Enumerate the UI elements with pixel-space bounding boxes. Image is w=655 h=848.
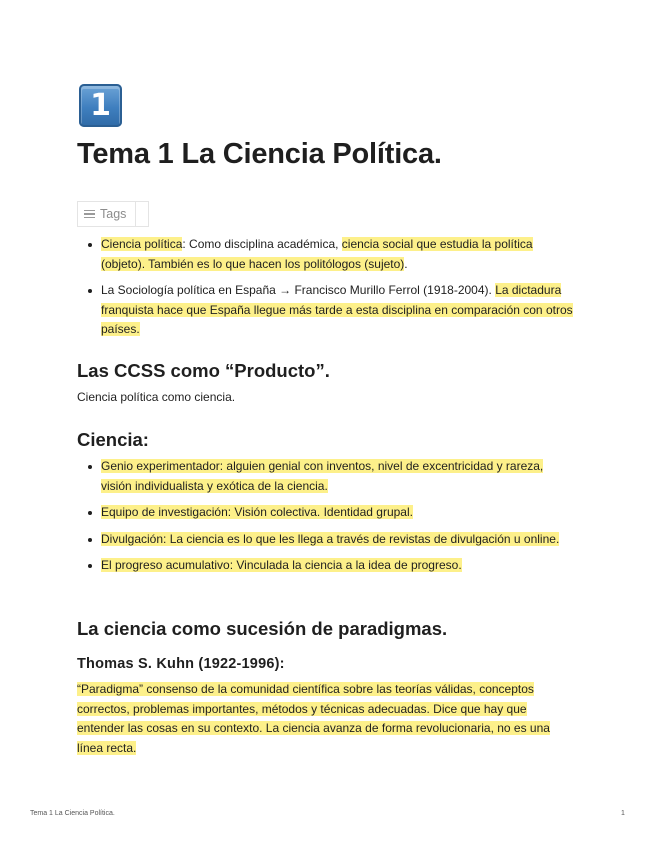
tags-label: Tags xyxy=(100,207,127,221)
footer-page-number: 1 xyxy=(621,810,625,817)
highlighted-text: ciencia social que estudia la política (objeto). También es lo que hacen los politólogos (sujeto) xyxy=(101,237,533,271)
plain-text: : Como disciplina académica, xyxy=(182,237,342,251)
highlighted-text: El progreso acumulativo: Vinculada la ciencia a la idea de progreso. xyxy=(101,558,462,572)
plain-text: . xyxy=(404,256,408,271)
heading-kuhn: Thomas S. Kuhn (1922-1996): xyxy=(77,656,285,672)
heading-ciencia: Ciencia: xyxy=(77,429,149,450)
highlighted-text: Divulgación: La ciencia es lo que les llega a través de revistas de divulgación u online. xyxy=(101,531,560,546)
list-item xyxy=(77,503,577,523)
list-icon xyxy=(84,210,95,218)
list-item xyxy=(77,457,577,496)
list-item xyxy=(77,530,577,550)
intro-bullet-list xyxy=(77,235,577,347)
heading-ccss-producto: Las CCSS como “Producto”. xyxy=(77,360,330,381)
plain-text: La Sociología política en España → Francisco Murillo Ferrol (1918-2004). xyxy=(101,283,496,297)
highlighted-text: La dictadura franquista hace que España llegue más tarde a esta disciplina en comparación con otros países. xyxy=(101,283,573,336)
page-title: Tema 1 La Ciencia Política. xyxy=(77,138,442,170)
highlighted-text: Ciencia política xyxy=(101,237,183,251)
keycap-one-icon: 1 xyxy=(79,84,122,127)
paragraph-ciencia-politica: Ciencia política como ciencia. xyxy=(77,390,236,404)
highlighted-text: Equipo de investigación: Visión colectiva. Identidad grupal. xyxy=(101,505,413,519)
list-item xyxy=(77,556,577,576)
paragraph-paradigma xyxy=(77,680,577,758)
heading-paradigmas: La ciencia como sucesión de paradigmas. xyxy=(77,618,448,639)
list-item xyxy=(77,235,577,274)
tags-label-cell xyxy=(78,202,136,226)
highlighted-text: “Paradigma” consenso de la comunidad científica sobre las teorías válidas, conceptos correctos, problemas importantes, métodos y técnicas adecuadas. Dice que hay que entender las cosas en su contexto. La ciencia avanza de forma revolucionaria, no es una línea recta. xyxy=(77,682,550,755)
footer-document-title: Tema 1 La Ciencia Política. xyxy=(30,810,115,817)
ciencia-bullet-list xyxy=(77,457,577,583)
list-item xyxy=(77,281,577,340)
highlighted-text: Genio experimentador: alguien genial con inventos, nivel de excentricidad y rareza, visión individualista y exótica de la ciencia. xyxy=(101,459,544,493)
tags-property[interactable] xyxy=(77,201,149,227)
